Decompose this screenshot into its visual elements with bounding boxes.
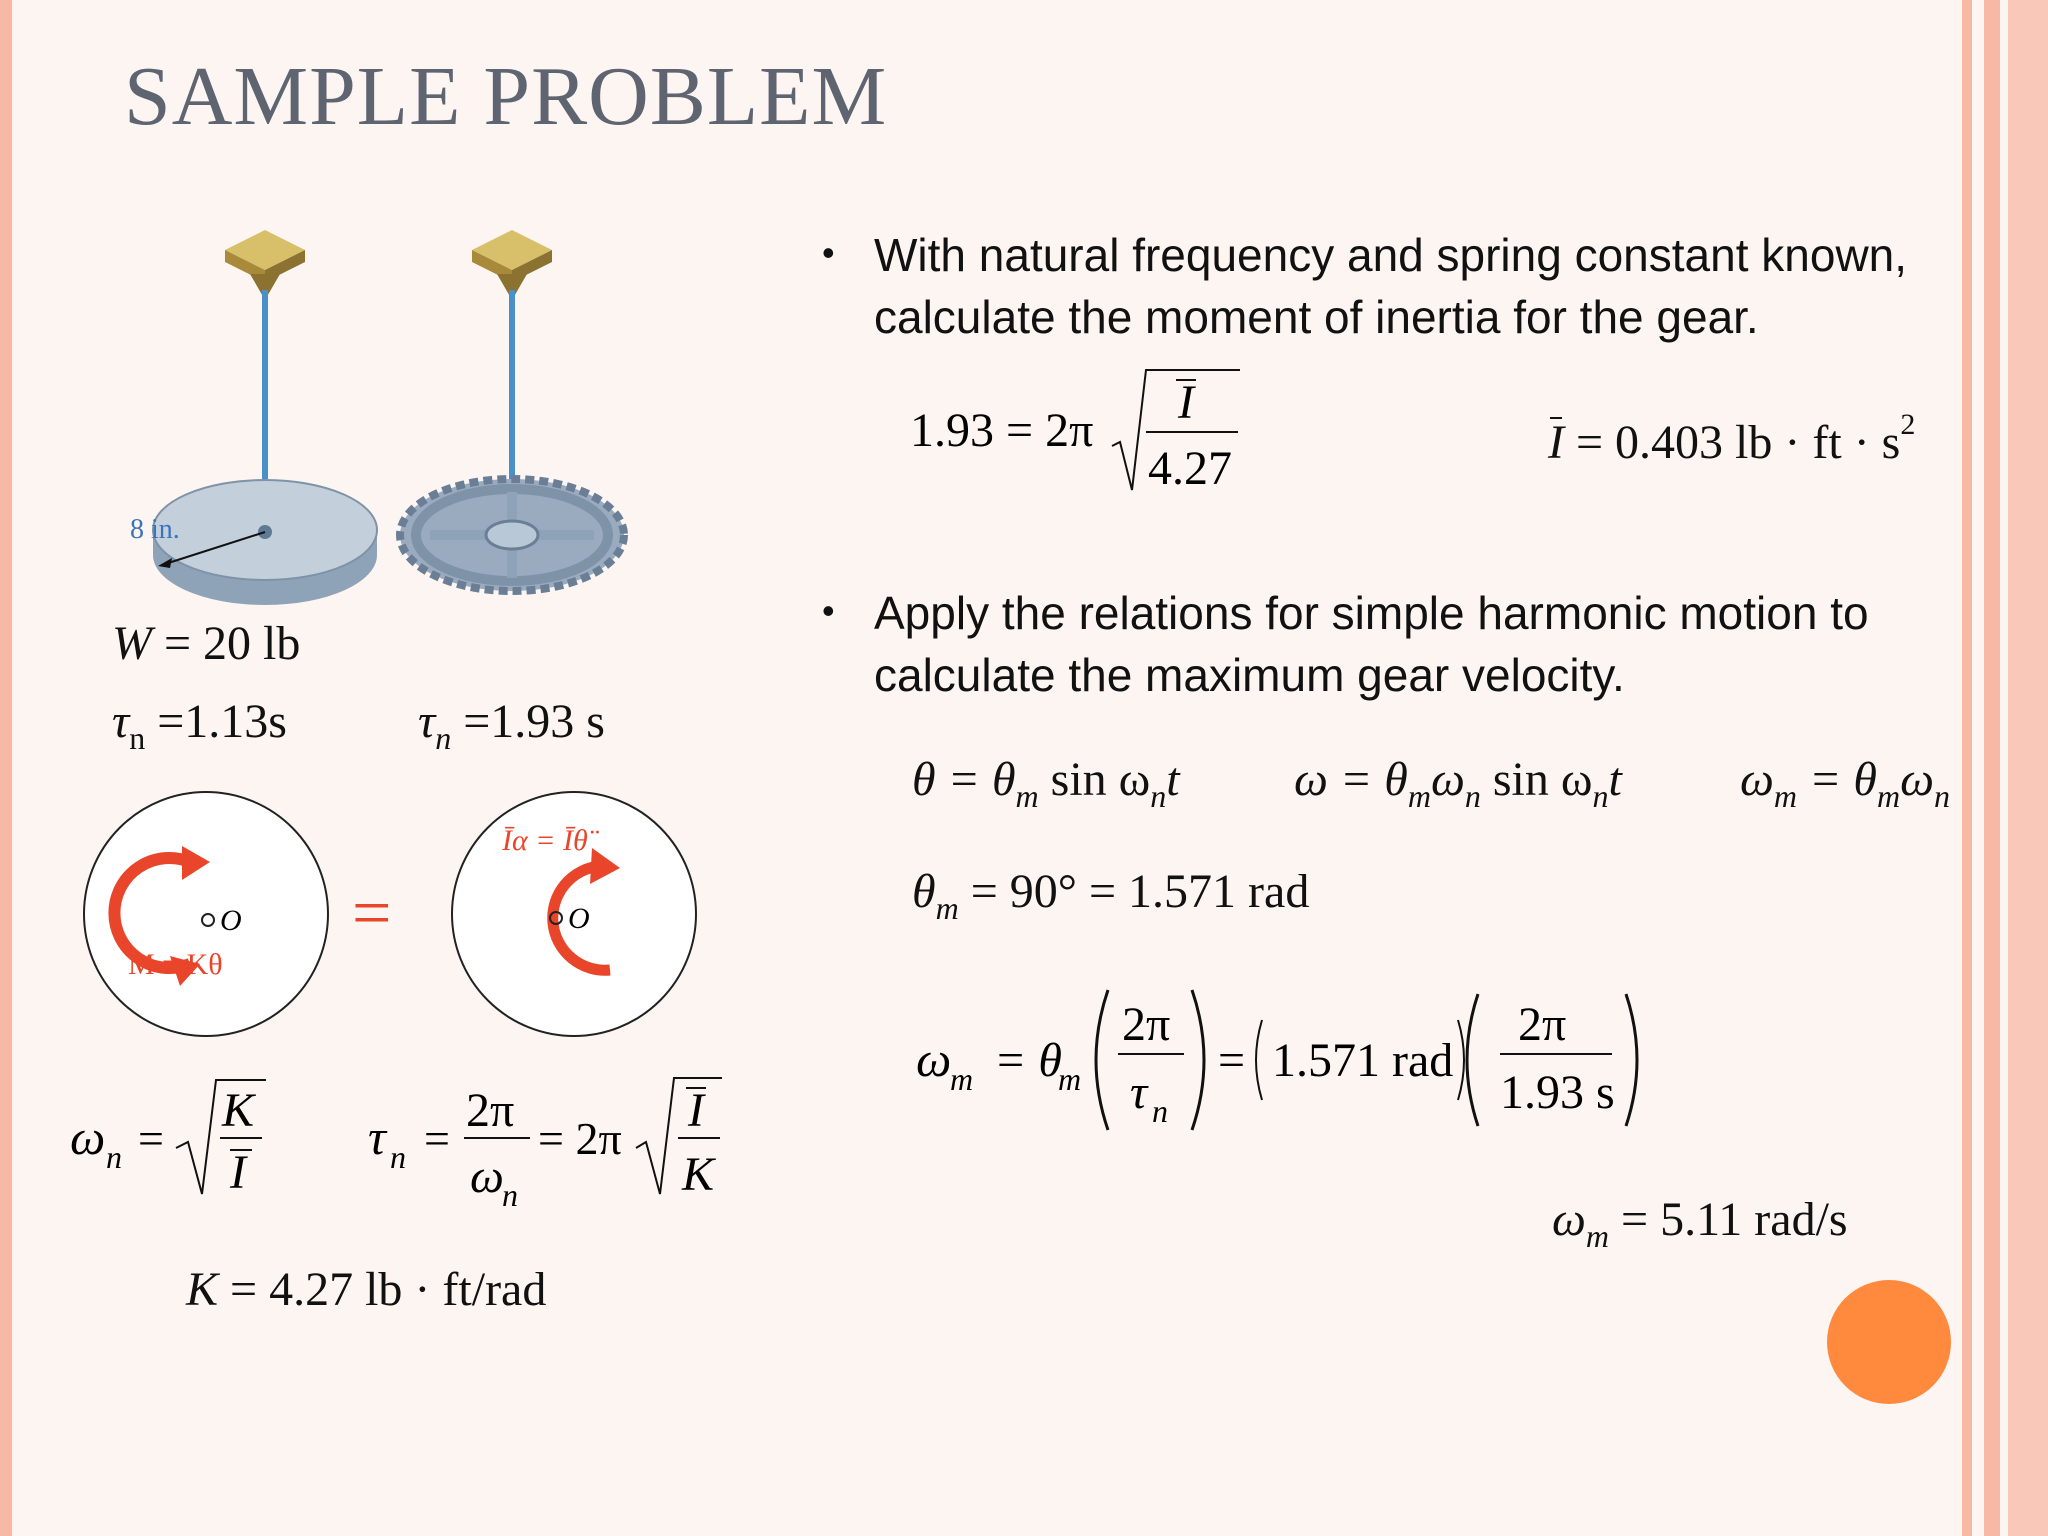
svg-text:n: n	[390, 1139, 406, 1175]
svg-text:m: m	[1058, 1061, 1082, 1097]
svg-text:=: =	[424, 1113, 450, 1164]
svg-text:4.27: 4.27	[1148, 442, 1232, 495]
svg-text:1.93 s: 1.93 s	[1500, 1066, 1615, 1119]
inertia-equation	[906, 362, 1246, 502]
moment-label: M = Kθ	[128, 948, 223, 981]
disk-radius-label: 8 in.	[130, 514, 180, 545]
svg-text:m: m	[950, 1061, 974, 1097]
svg-text:n: n	[502, 1177, 518, 1213]
svg-text:2π: 2π	[1122, 998, 1171, 1051]
slide-title: SAMPLE PROBLEM	[124, 50, 888, 143]
svg-text:2π: 2π	[1518, 998, 1567, 1051]
svg-text:= 2π: = 2π	[538, 1113, 622, 1164]
svg-text:τ: τ	[368, 1109, 386, 1165]
svg-text:n: n	[1152, 1093, 1168, 1129]
bullet-1-text: With natural frequency and spring constant known, calculate the moment of inertia for the gear.	[874, 229, 1908, 343]
decorative-orange-dot	[1827, 1280, 1951, 1404]
svg-text:= θ: = θ	[994, 1034, 1062, 1087]
stripe-right-1	[1962, 0, 1972, 1536]
omega-m-equation	[912, 980, 1652, 1140]
omega-n-formula	[66, 1066, 296, 1206]
inertia-result: I = 0.403 lb · ft · $s^2$	[1548, 408, 1916, 469]
shm-equation-3: $\omega_m = \theta_m\omega_n$	[1740, 753, 1950, 814]
tau-gear-label: $\tau_n =1.93$ s	[418, 695, 605, 756]
free-body-diagram	[70, 784, 710, 1054]
tau-n-formula	[362, 1066, 742, 1216]
svg-text:K: K	[222, 1084, 255, 1137]
fbd-right-origin: O	[568, 902, 590, 935]
fbd-left-origin: O	[220, 904, 242, 937]
svg-text:τ: τ	[1130, 1066, 1148, 1119]
svg-text:=: =	[138, 1113, 164, 1164]
bullet-2-dot: •	[822, 590, 835, 631]
disk-pendulum	[130, 230, 377, 605]
inertia-label: Īα = Īθ̈	[502, 824, 588, 857]
bullet-1-dot: •	[822, 232, 835, 273]
bullet-2-text: Apply the relations for simple harmonic motion to calculate the maximum gear velocity.	[874, 587, 1869, 701]
svg-text:2π: 2π	[466, 1084, 515, 1137]
pendulum-figure	[100, 230, 660, 630]
omega-m-result: $\omega_m = 5.11$ rad/s	[1552, 1193, 1848, 1254]
svg-text:1.571 rad: 1.571 rad	[1272, 1034, 1454, 1087]
fbd-equals: =	[352, 875, 392, 952]
svg-text:I: I	[1178, 376, 1194, 429]
svg-text:n: n	[106, 1139, 122, 1175]
svg-text:I: I	[230, 1146, 246, 1199]
svg-text:K: K	[682, 1148, 715, 1201]
svg-text:=: =	[1218, 1034, 1246, 1087]
theta-m-equation: $\theta_m = 90^\circ = 1.571$ rad	[912, 865, 1310, 926]
k-value: K = 4.27 lb · ft/rad	[186, 1263, 547, 1316]
stripe-left-edge	[0, 0, 12, 1536]
weight-label: W = 20 lb	[112, 617, 301, 670]
stripe-right-2	[1984, 0, 2000, 1536]
tau-disk-label: $\tau_n =1.13s$	[112, 695, 287, 756]
svg-text:1.93 = 2π: 1.93 = 2π	[910, 404, 1094, 457]
svg-text:ω: ω	[470, 1150, 504, 1203]
gear-pendulum	[400, 230, 624, 591]
svg-text:ω: ω	[70, 1109, 106, 1165]
stripe-right-3	[2008, 0, 2048, 1536]
svg-text:I: I	[688, 1084, 704, 1137]
shm-equation-2: $\omega = \theta_m\omega_n$ $\sin \omega_nt$	[1294, 753, 1622, 814]
shm-equation-1: $\theta = \theta_m$ $\sin \omega_nt$	[912, 753, 1180, 814]
svg-text:ω: ω	[916, 1031, 952, 1087]
